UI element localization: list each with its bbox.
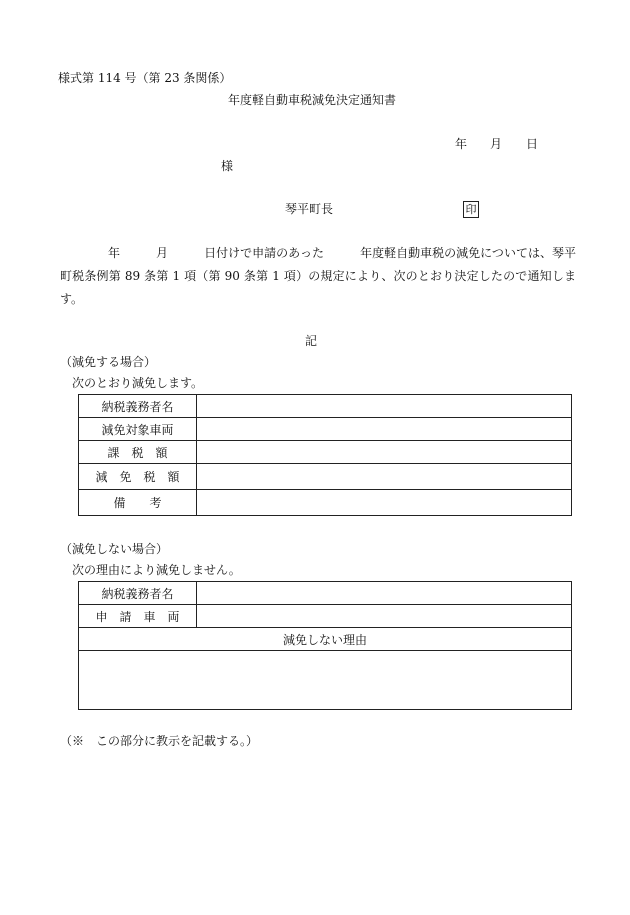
- issuer-title: 琴平町長: [285, 202, 334, 216]
- denied-heading: （減免しない場合）: [60, 542, 169, 556]
- table-row: [79, 418, 572, 441]
- reason-value: [79, 651, 572, 710]
- table-row: [79, 651, 572, 710]
- table-row: [79, 605, 572, 628]
- row-label-tax-amount: 課 税 額: [79, 441, 197, 464]
- approved-heading: （減免する場合）: [60, 355, 157, 369]
- row-value-tax-amount: [197, 441, 572, 464]
- row-value-vehicle: [197, 418, 572, 441]
- approved-intro: 次のとおり減免します。: [72, 376, 204, 390]
- date-month: 月: [490, 137, 503, 151]
- date-year: 年: [455, 137, 468, 151]
- body-dated: 日付けで申請のあった: [204, 246, 325, 260]
- addressee-suffix: 様: [221, 159, 234, 173]
- row-value-vehicle: [197, 605, 572, 628]
- row-label-reduction-amount: 減 免 税 額: [79, 464, 197, 490]
- row-label-remarks: 備 考: [79, 490, 197, 516]
- table-row: [79, 490, 572, 516]
- row-value-taxpayer: [197, 395, 572, 418]
- instruction-note: （※ この部分に教示を記載する。）: [60, 734, 259, 748]
- body-rest: 年度軽自動車税の減免については、琴平町税条例第 89 条第 1 項（第 90 条第 1 項）の規定により、次のとおり決定したので通知します。: [60, 246, 576, 306]
- row-label-taxpayer: 納税義務者名: [79, 582, 197, 605]
- row-value-remarks: [197, 490, 572, 516]
- reason-header: 減免しない理由: [79, 628, 572, 651]
- row-label-taxpayer: 納税義務者名: [79, 395, 197, 418]
- ki-heading: 記: [305, 334, 318, 348]
- row-label-vehicle: 減免対象車両: [79, 418, 197, 441]
- body-year: 年: [108, 246, 121, 260]
- denied-intro: 次の理由により減免しません。: [72, 563, 241, 577]
- row-label-vehicle: 申 請 車 両: [79, 605, 197, 628]
- form-number: 様式第 114 号（第 23 条関係）: [58, 71, 232, 85]
- approved-table: [78, 394, 572, 516]
- date-day: 日: [526, 137, 539, 151]
- seal-mark: 印: [463, 201, 479, 218]
- document-title: 年度軽自動車税減免決定通知書: [228, 93, 397, 107]
- table-row: [79, 464, 572, 490]
- row-value-taxpayer: [197, 582, 572, 605]
- table-row: [79, 582, 572, 605]
- body-month: 月: [156, 246, 169, 260]
- table-row: [79, 395, 572, 418]
- table-row: [79, 441, 572, 464]
- table-row: [79, 628, 572, 651]
- notice-body: [60, 242, 576, 311]
- row-value-reduction-amount: [197, 464, 572, 490]
- denied-table: [78, 581, 572, 710]
